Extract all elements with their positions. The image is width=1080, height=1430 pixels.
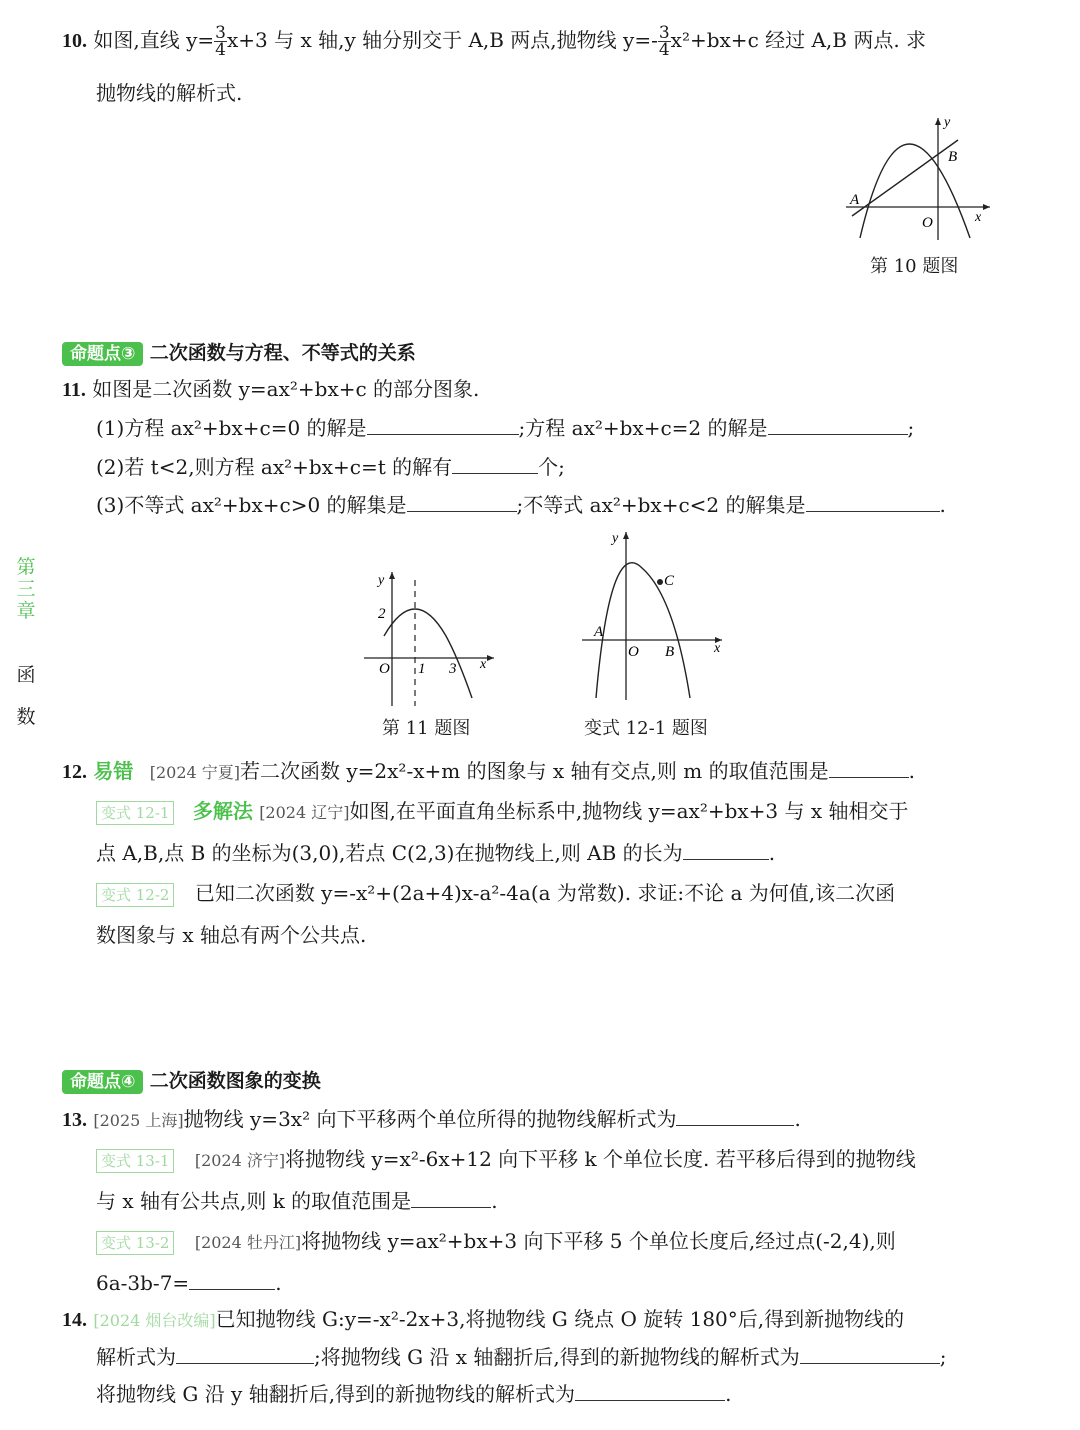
- q10-text-post: x²+bx+c 经过 A,B 两点. 求: [670, 28, 927, 52]
- v132-line2: [96, 1270, 282, 1296]
- v132-line1: [96, 1228, 896, 1256]
- q11-stem: [62, 376, 479, 403]
- q14-number: 14.: [62, 1309, 87, 1331]
- v122-line1: [96, 880, 895, 907]
- q10-fraction-2: $\frac{3}{4}$: [658, 23, 670, 60]
- q14-text-2a: 解析式为: [96, 1345, 176, 1369]
- section4-header: [62, 1066, 321, 1094]
- q14-line1: [62, 1306, 904, 1334]
- section3-header: [62, 338, 416, 366]
- q12-end: .: [908, 759, 915, 783]
- side-tab-name-2: 数: [16, 706, 36, 728]
- q11-blank-4[interactable]: [407, 493, 517, 512]
- v121-label-c: C: [664, 573, 675, 589]
- v132-end: .: [275, 1271, 282, 1295]
- v121-label-o: O: [628, 644, 639, 660]
- q10-label-x: x: [975, 210, 982, 225]
- v131-end: .: [491, 1189, 498, 1213]
- q14-line2: [96, 1344, 947, 1370]
- q11-number: 11.: [62, 379, 86, 401]
- q12-blank[interactable]: [829, 759, 909, 778]
- q10-line1: [62, 25, 926, 58]
- section3-title: 二次函数与方程、不等式的关系: [149, 342, 416, 364]
- v132-tag: 变式 13-2: [96, 1231, 174, 1255]
- q14-blank-1[interactable]: [176, 1345, 314, 1364]
- q11-label-x: x: [480, 657, 487, 672]
- v132-blank[interactable]: [189, 1271, 275, 1290]
- q10-text-pre: 如图,直线 y=: [93, 28, 215, 52]
- q14-text-2c: ;: [939, 1345, 947, 1369]
- v121-parabola: [596, 563, 690, 698]
- q11-part3-c: .: [939, 493, 946, 517]
- section3-badge: 命题点③: [62, 342, 143, 366]
- q12-number: 12.: [62, 761, 87, 783]
- v121-figure: [576, 528, 726, 702]
- q11-part1-b: ;方程 ax²+bx+c=2 的解是: [518, 416, 768, 440]
- v121-text-2: 点 A,B,点 B 的坐标为(3,0),若点 C(2,3)在抛物线上,则 AB 的长为: [96, 841, 683, 865]
- q13-blank[interactable]: [676, 1107, 794, 1126]
- q10-label-b: B: [948, 149, 958, 165]
- q14-text-3b: .: [725, 1382, 732, 1406]
- side-tab-chapter-3: 章: [16, 600, 36, 622]
- v121-y-arrow: [623, 532, 629, 539]
- v121-line2: [96, 840, 775, 866]
- v121-line1: [96, 798, 909, 826]
- q11-label-o: O: [379, 661, 390, 677]
- q10-label-y: y: [944, 115, 951, 130]
- v131-text-1: 将抛物线 y=x²-6x+12 向下平移 k 个单位长度. 若平移后得到的抛物线: [285, 1147, 916, 1171]
- side-tab-name-1: 函: [16, 664, 36, 686]
- q11-part2: [96, 454, 565, 480]
- q11-parabola: [384, 609, 472, 698]
- q13-end: .: [794, 1107, 801, 1131]
- v121-label-b: B: [665, 644, 675, 660]
- q11-part3: [96, 492, 946, 518]
- q13-number: 13.: [62, 1109, 87, 1131]
- section4-badge: 命题点④: [62, 1070, 143, 1094]
- q11-part3-b: ;不等式 ax²+bx+c<2 的解集是: [516, 493, 806, 517]
- q14-source: [2024 烟台改编]: [93, 1311, 216, 1330]
- v122-text-1: 已知二次函数 y=-x²+(2a+4)x-a²-4a(a 为常数). 求证:不论 a 为何值,该二次函: [194, 881, 896, 905]
- q11-label-2: 2: [378, 606, 386, 622]
- q11-label-1: 1: [418, 661, 426, 677]
- v121-label-y: y: [612, 531, 619, 546]
- q12-tag: 易错: [93, 759, 134, 783]
- q11-part1: [96, 415, 914, 441]
- q11-part1-a: (1)方程 ax²+bx+c=0 的解是: [96, 416, 367, 440]
- v132-source: [2024 牡丹江]: [194, 1233, 302, 1252]
- q10-number: 10.: [62, 30, 87, 52]
- section4-title: 二次函数图象的变换: [149, 1070, 321, 1092]
- v131-tag: 变式 13-1: [96, 1149, 174, 1173]
- q14-line3: [96, 1381, 731, 1407]
- v121-blank[interactable]: [683, 841, 769, 860]
- v122-tag: 变式 12-2: [96, 883, 174, 907]
- q10-figure-caption: 第 10 题图: [870, 256, 959, 277]
- v121-label-a: A: [594, 624, 604, 640]
- v122-line2: 数图象与 x 轴总有两个公共点.: [96, 923, 367, 947]
- q11-blank-5[interactable]: [806, 493, 940, 512]
- q11-part1-c: ;: [907, 416, 915, 440]
- v121-text-1: 如图,在平面直角坐标系中,抛物线 y=ax²+bx+3 与 x 轴相交于: [349, 799, 909, 823]
- v131-source: [2024 济宁]: [194, 1151, 286, 1170]
- q11-stem-text: 如图是二次函数 y=ax²+bx+c 的部分图象.: [92, 377, 480, 401]
- v131-blank[interactable]: [411, 1189, 491, 1208]
- side-tab: [14, 556, 38, 728]
- v121-figure-caption: 变式 12-1 题图: [584, 718, 708, 739]
- q11-label-y: y: [378, 573, 385, 588]
- q11-blank-1[interactable]: [367, 416, 519, 435]
- v121-method: 多解法: [192, 799, 253, 823]
- q13-line: [62, 1106, 801, 1134]
- q10-x-arrow: [983, 204, 990, 210]
- q12-line: [62, 758, 915, 786]
- q10-text-mid: x+3 与 x 轴,y 轴分别交于 A,B 两点,抛物线 y=-: [226, 28, 658, 52]
- v131-line1: [96, 1146, 916, 1174]
- q11-figure-caption: 第 11 题图: [382, 718, 471, 739]
- side-tab-chapter-1: 第: [16, 556, 36, 578]
- q11-y-arrow: [389, 572, 395, 579]
- q11-part2-b: 个;: [538, 455, 565, 479]
- q12-source: [2024 宁夏]: [149, 763, 241, 782]
- q10-label-o: O: [922, 215, 933, 231]
- q11-x-arrow: [487, 655, 494, 661]
- q10-y-arrow: [935, 118, 941, 125]
- q11-part3-a: (3)不等式 ax²+bx+c>0 的解集是: [96, 493, 407, 517]
- v121-end: .: [768, 841, 776, 865]
- q10-fraction-1: $\frac{3}{4}$: [215, 23, 226, 60]
- q14-text-2b: ;将抛物线 G 沿 x 轴翻折后,得到的新抛物线的解析式为: [314, 1345, 800, 1369]
- v132-text-2: 6a-3b-7=: [96, 1271, 190, 1295]
- v131-line2: [96, 1188, 498, 1214]
- q14-blank-2[interactable]: [800, 1345, 940, 1364]
- v121-source: [2024 辽宁]: [259, 803, 350, 822]
- q11-blank-2[interactable]: [768, 416, 908, 435]
- q11-part2-a: (2)若 t<2,则方程 ax²+bx+c=t 的解有: [96, 455, 453, 479]
- q11-figure: [360, 566, 500, 708]
- q10-figure: [838, 112, 998, 244]
- q11-label-3: 3: [449, 661, 457, 677]
- v121-tag: 变式 12-1: [96, 801, 174, 825]
- q10-line-ab: [852, 140, 958, 216]
- v131-text-2: 与 x 轴有公共点,则 k 的取值范围是: [96, 1189, 412, 1213]
- side-tab-chapter-2: 三: [16, 578, 36, 600]
- q12-text: 若二次函数 y=2x²-x+m 的图象与 x 轴有交点,则 m 的取值范围是: [240, 759, 829, 783]
- v132-text-1: 将抛物线 y=ax²+bx+3 向下平移 5 个单位长度后,经过点(-2,4),则: [301, 1229, 896, 1253]
- q14-text-3a: 将抛物线 G 沿 y 轴翻折后,得到的新抛物线的解析式为: [96, 1382, 576, 1406]
- q13-text: 抛物线 y=3x² 向下平移两个单位所得的抛物线解析式为: [183, 1107, 677, 1131]
- v121-point-c: [657, 579, 663, 585]
- q13-source: [2025 上海]: [93, 1111, 184, 1130]
- v121-label-x: x: [714, 641, 721, 656]
- q11-blank-3[interactable]: [452, 455, 538, 474]
- q14-blank-3[interactable]: [575, 1382, 725, 1401]
- q10-line2: 抛物线的解析式.: [96, 81, 243, 105]
- q14-text-1: 已知抛物线 G:y=-x²-2x+3,将抛物线 G 绕点 O 旋转 180°后,得到新抛物线的: [215, 1307, 905, 1331]
- q10-label-a: A: [850, 192, 860, 208]
